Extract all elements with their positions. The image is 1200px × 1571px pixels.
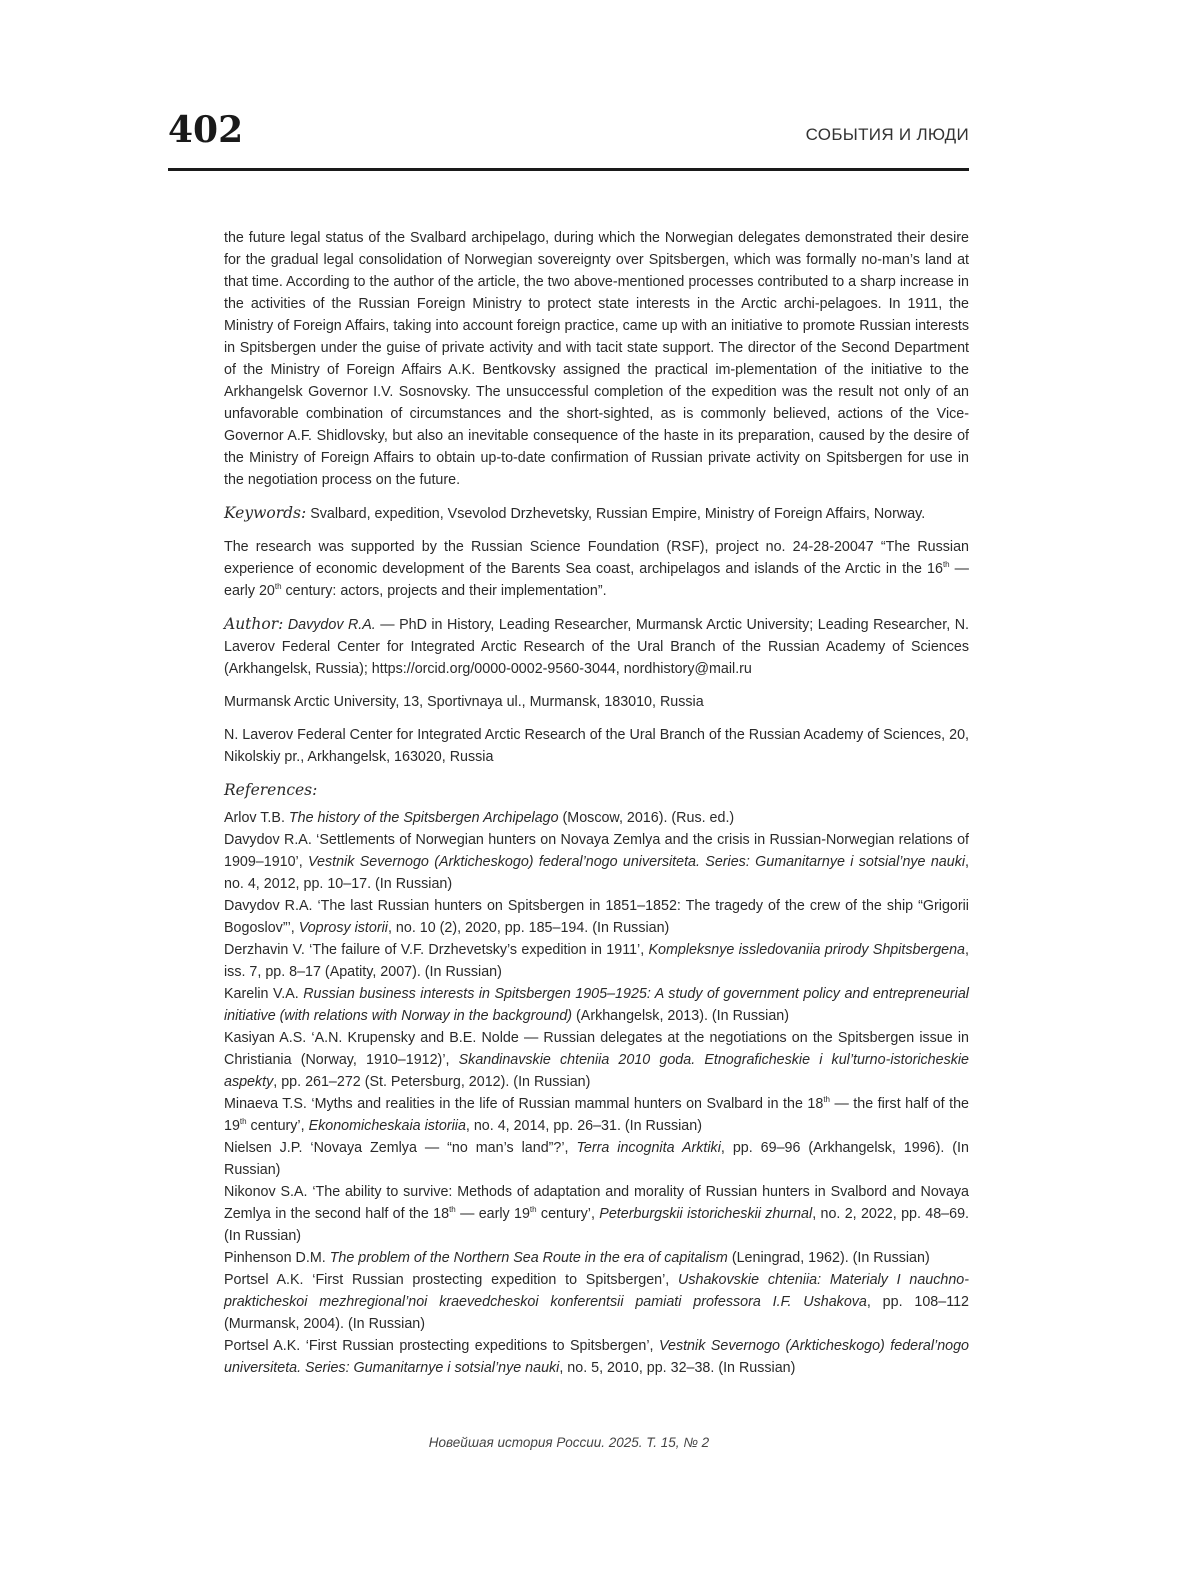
keywords [224,502,969,525]
funding-text: century: actors, projects and their implementation”. [281,583,607,599]
reference-item [224,1269,969,1335]
reference-item [224,829,969,895]
reference-item [224,1181,969,1247]
reference-text: , no. 4, 2012, pp. 10–17. (In Russian) [224,854,970,892]
reference-text: (Leningrad, 1962). (In Russian) [727,1250,930,1266]
reference-source: The problem of the Northern Sea Route in the era of capitalism [329,1250,728,1266]
reference-text: Portsel A.K. ‘First Russian prostecting expeditions to Spitsbergen’, [224,1338,659,1354]
reference-item [224,1335,969,1379]
reference-source: Voprosy istorii [298,920,388,936]
reference-text: — the first half of the 19 [224,1096,969,1134]
superscript: th [823,1095,830,1105]
references-list [224,807,969,1379]
reference-text: , no. 2, 2022, pp. 48–69. (In Russian) [224,1206,969,1244]
reference-text: , iss. 7, pp. 8–17 (Apatity, 2007). (In Russian) [224,942,969,980]
reference-text: Portsel A.K. ‘First Russian prostecting expedition to Spitsbergen’, [224,1272,679,1288]
reference-text: Derzhavin V. ‘The failure of V.F. Drzhevetsky’s expedition in 1911’, [224,942,649,958]
reference-text: century’, [536,1206,600,1222]
reference-source: The history of the Spitsbergen Archipelago [288,810,559,826]
superscript: th [239,1117,247,1127]
reference-text: Kasiyan A.S. ‘A.N. Krupensky and B.E. Nolde — Russian delegates at the negotiations on the Spitsbergen issue in Christiania (Norway, 1910–1912)’, [224,1030,969,1068]
reference-text: Minaeva T.S. ‘Myths and realities in the life of Russian mammal hunters on Svalbard in the 18 [224,1096,824,1112]
reference-item [224,807,969,829]
reference-item [224,939,969,983]
superscript: th [942,560,950,570]
reference-text: , pp. 261–272 (St. Petersburg, 2012). (In Russian) [273,1074,591,1090]
reference-source: Russian business interests in Spitsbergen 1905–1925: A study of government policy and entrepreneurial initiative (with relations with Norway in the background) [224,986,969,1024]
section-title: СОБЫТИЯ И ЛЮДИ [805,125,969,144]
superscript: th [529,1205,537,1215]
reference-text: century’, [246,1118,309,1134]
reference-text: , no. 5, 2010, pp. 32–38. (In Russian) [559,1360,796,1376]
reference-text: (Arkhangelsk, 2013). (In Russian) [572,1008,789,1024]
author-name: Davydov R.A. [287,617,376,633]
page-header [168,106,969,171]
author-details: — PhD in History, Leading Researcher, Murmansk Arctic University; Leading Researcher, N. Laverov Federal Center for Integrated Arctic Research of the Ural Branch of the Russian Academy of Sciences (Arkhangelsk, Russia); https://orcid.org/0000-0002-9560-3044, nordhistory@mail.ru [224,617,969,677]
reference-text: , pp. 69–96 (Arkhangelsk, 1996). (In Russian) [224,1140,969,1178]
reference-source: Ekonomicheskaia istoriia [308,1118,466,1134]
reference-text: , pp. 108–112 (Murmansk, 2004). (In Russian) [224,1294,969,1332]
references-title: References: [224,781,318,799]
abstract-text: the future legal status of the Svalbard archipelago, during which the Norwegian delegates demonstrated their desire for the gradual legal consolidation of Norwegian sovereignty over Spitsbergen, which was formally no-man’s land at that time. According to the author of the article, the two above-mentioned processes contributed to a sharp increase in the activities of the Russian Foreign Ministry to protect state interests in the Arctic archi-pelagoes. In 1911, the Ministry of Foreign Affairs, taking into account foreign practice, came up with an initiative to promote Russian interests in Spitsbergen under the guise of private activity and with tacit state support. The director of the Second Department of the Ministry of Foreign Affairs A.K. Bentkovsky assigned the practical im-plementation of the initiative to the Arkhangelsk Governor I.V. Sosnovsky. The unsuccessful completion of the expedition was the result not only of an unfavorable combination of circumstances and the short-sighted, as is commonly believed, actions of the Vice-Governor A.F. Shidlovsky, but also an inevitable consequence of the haste in its preparation, caused by the desire of the Ministry of Foreign Affairs to obtain up-to-date confirmation of Russian private activity on Spitsbergen for use in the negotiation process on the future. [224,230,969,488]
reference-item [224,1247,969,1269]
journal-footer: Новейшая история России. 2025. Т. 15, № 2 [428,1435,710,1450]
reference-item [224,1027,969,1093]
reference-text: , no. 4, 2014, pp. 26–31. (In Russian) [465,1118,702,1134]
reference-text: Pinhenson D.M. [224,1250,330,1266]
address-2: N. Laverov Federal Center for Integrated Arctic Research of the Ural Branch of the Russian Academy of Sciences, 20, Nikolskiy pr., Arkhangelsk, 163020, Russia [224,727,969,765]
address-1: Murmansk Arctic University, 13, Sportivnaya ul., Murmansk, 183010, Russia [224,694,704,710]
reference-text: Arlov T.B. [224,810,289,826]
reference-source: Terra incognita Arktiki [576,1140,721,1156]
page-number: 402 [168,109,244,151]
keywords-text: Svalbard, expedition, Vsevolod Drzhevetsky, Russian Empire, Ministry of Foreign Affairs, Norway. [310,506,926,522]
author-info [224,613,969,680]
funding-note [224,536,969,602]
reference-text: Nikonov S.A. ‘The ability to survive: Methods of adaptation and morality of Russian hunters in Svalbord and Novaya Zemlya in the second half of the 18 [224,1184,969,1222]
reference-item [224,1093,969,1137]
reference-text: , no. 10 (2), 2020, pp. 185–194. (In Russian) [387,920,670,936]
reference-item [224,983,969,1027]
reference-text: Karelin V.A. [224,986,304,1002]
reference-item [224,1137,969,1181]
reference-text: (Moscow, 2016). (Rus. ed.) [558,810,735,826]
funding-text: The research was supported by the Russian Science Foundation (RSF), project no. 24-28-20047 “The Russian experience of economic development of the Barents Sea coast, archipelagos and islands of the Arctic in the 16 [224,539,969,577]
author-label: Author: [224,615,284,633]
reference-source: Skandinavskie chteniia 2010 goda. Etnograficheskie i kul’turno-istoricheskie aspekty [224,1052,970,1090]
reference-text: Davydov R.A. ‘The last Russian hunters on Spitsbergen in 1851–1852: The tragedy of the crew of the ship “Grigorii Bogoslov”’, [224,898,969,936]
funding-text: — early 20 [224,561,969,599]
article-body [224,227,969,1379]
reference-source: Vestnik Severnogo (Arkticheskogo) federal’nogo universiteta. Series: Gumanitarnye i sotsial’nye nauki [224,1338,970,1376]
reference-source: Vestnik Severnogo (Arkticheskogo) federal’nogo universiteta. Series: Gumanitarnye i sotsial’nye nauki [308,854,966,870]
reference-source: Ushakovskie chteniia: Materialy I nauchno-prakticheskoi mezhregional’noi kraevedcheskoi konferentsii pamiati professora I.F. Ushakova [224,1272,969,1310]
superscript: th [449,1205,456,1215]
reference-text: Davydov R.A. ‘Settlements of Norwegian hunters on Novaya Zemlya and the crisis in Russian-Norwegian relations of 1909–1910’, [224,832,969,870]
reference-item [224,895,969,939]
keywords-label: Keywords: [224,504,307,522]
reference-text: Nielsen J.P. ‘Novaya Zemlya — “no man’s land”?’, [224,1140,577,1156]
superscript: th [274,582,282,592]
reference-text: — early 19 [455,1206,530,1222]
reference-source: Kompleksnye issledovaniia prirody Shpitsbergena [648,942,965,958]
reference-source: Peterburgskii istoricheskii zhurnal [599,1206,813,1222]
